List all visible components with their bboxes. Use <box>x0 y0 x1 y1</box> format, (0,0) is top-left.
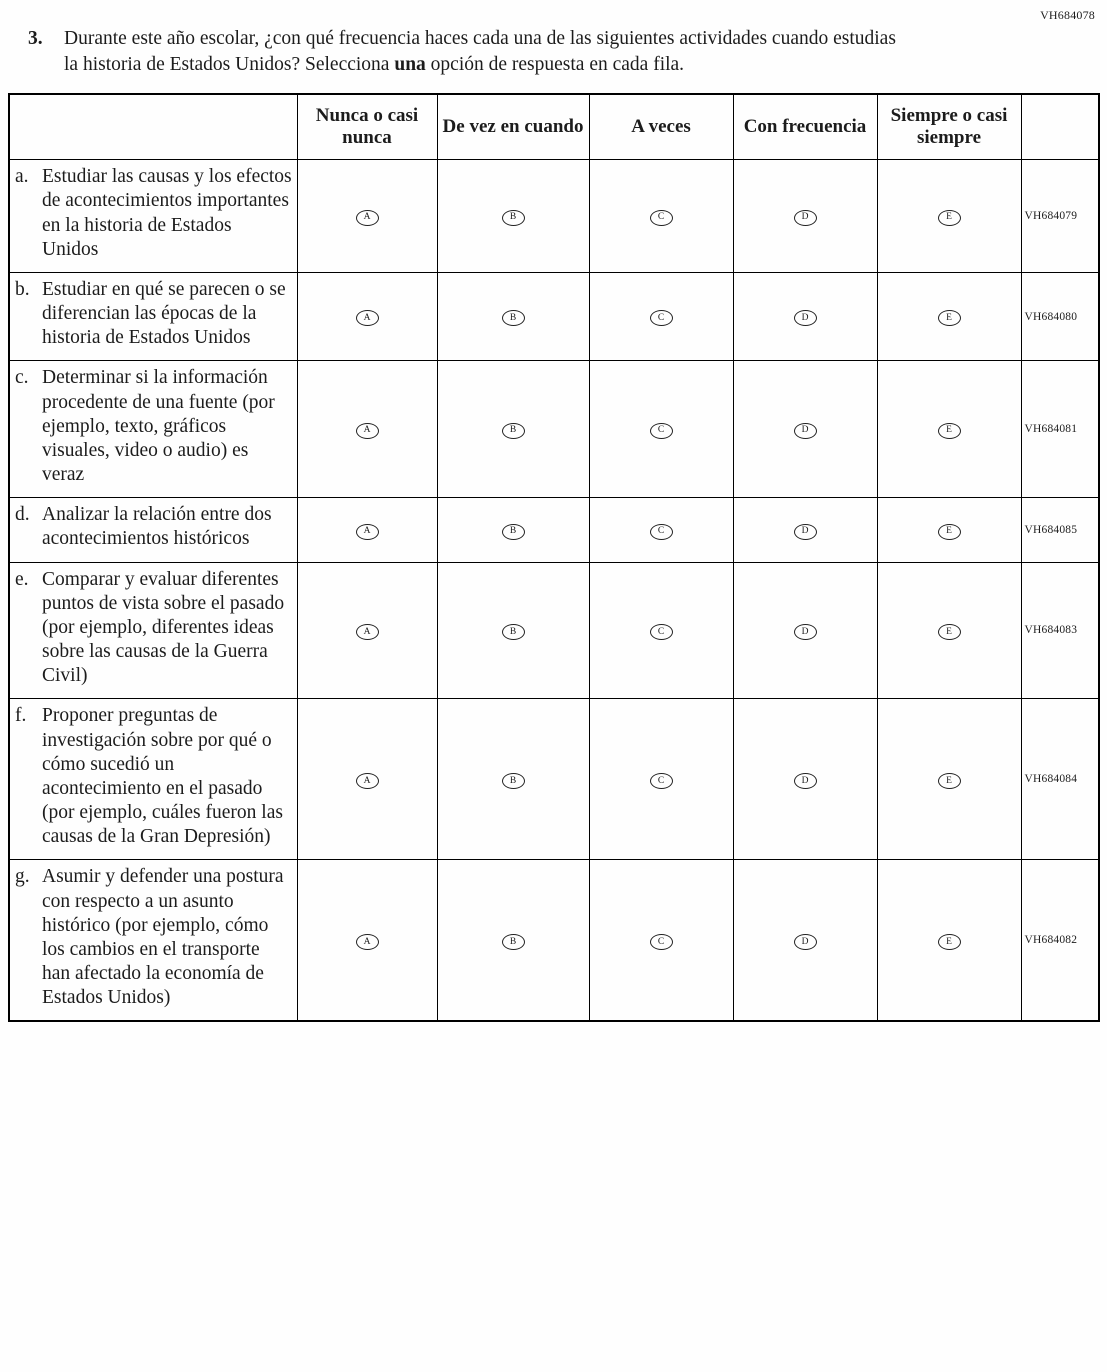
row-item-code: VH684082 <box>1021 860 1099 1022</box>
option-bubble-E[interactable]: E <box>938 310 961 326</box>
option-bubble-A[interactable]: A <box>356 524 379 540</box>
option-cell-B <box>437 160 589 273</box>
option-bubble-A[interactable]: A <box>356 934 379 950</box>
row-item-code: VH684084 <box>1021 699 1099 860</box>
option-cell-A <box>297 272 437 361</box>
row-letter: c. <box>15 367 29 389</box>
row-letter: a. <box>15 166 29 188</box>
option-cell-E <box>877 562 1021 699</box>
option-cell-C <box>589 498 733 562</box>
option-cell-E <box>877 498 1021 562</box>
option-cell-B <box>437 272 589 361</box>
statement-text: Analizar la relación entre dos acontecimientos históricos <box>42 504 272 550</box>
statement-cell <box>9 272 297 361</box>
option-bubble-B[interactable]: B <box>502 934 525 950</box>
option-bubble-E[interactable]: E <box>938 624 961 640</box>
option-cell-A <box>297 160 437 273</box>
option-cell-A <box>297 860 437 1022</box>
option-bubble-A[interactable]: A <box>356 423 379 439</box>
option-cell-C <box>589 562 733 699</box>
option-bubble-D[interactable]: D <box>794 624 817 640</box>
question-number: 3. <box>28 28 43 49</box>
option-bubble-B[interactable]: B <box>502 210 525 226</box>
option-cell-D <box>733 860 877 1022</box>
statement-text: Estudiar en qué se parecen o se diferencian las épocas de la historia de Estados Unidos <box>42 278 286 349</box>
option-bubble-C[interactable]: C <box>650 210 673 226</box>
option-bubble-C[interactable]: C <box>650 423 673 439</box>
page-item-code: VH684078 <box>1040 8 1095 22</box>
statement-cell <box>9 699 297 860</box>
option-bubble-D[interactable]: D <box>794 524 817 540</box>
option-bubble-A[interactable]: A <box>356 624 379 640</box>
option-bubble-A[interactable]: A <box>356 210 379 226</box>
option-cell-B <box>437 498 589 562</box>
option-bubble-D[interactable]: D <box>794 423 817 439</box>
header-de-vez-en-cuando: De vez en cuando <box>437 94 589 159</box>
question-text-part2: opción de respuesta en cada fila. <box>425 53 685 75</box>
option-bubble-B[interactable]: B <box>502 624 525 640</box>
header-row <box>9 94 1099 159</box>
statement-cell <box>9 860 297 1022</box>
row-letter: f. <box>15 705 27 727</box>
option-cell-C <box>589 860 733 1022</box>
table-row <box>9 272 1099 361</box>
row-item-code: VH684085 <box>1021 498 1099 562</box>
option-bubble-E[interactable]: E <box>938 773 961 789</box>
option-cell-D <box>733 272 877 361</box>
table-row <box>9 160 1099 273</box>
header-siempre: Siempre o casi siempre <box>877 94 1021 159</box>
option-cell-A <box>297 562 437 699</box>
frequency-matrix-table <box>8 93 1100 1022</box>
option-bubble-D[interactable]: D <box>794 310 817 326</box>
option-bubble-C[interactable]: C <box>650 310 673 326</box>
table-row <box>9 860 1099 1022</box>
option-cell-D <box>733 160 877 273</box>
option-bubble-D[interactable]: D <box>794 934 817 950</box>
header-con-frecuencia: Con frecuencia <box>733 94 877 159</box>
option-bubble-C[interactable]: C <box>650 934 673 950</box>
row-letter: d. <box>15 504 30 526</box>
option-cell-C <box>589 361 733 498</box>
row-item-code: VH684080 <box>1021 272 1099 361</box>
statement-text: Asumir y defender una postura con respecto a un asunto histórico (por ejemplo, cómo los cambios en el transporte han afectado la economía de Estados Unidos) <box>42 866 284 1009</box>
option-bubble-A[interactable]: A <box>356 310 379 326</box>
option-cell-A <box>297 699 437 860</box>
statement-cell <box>9 562 297 699</box>
option-cell-C <box>589 699 733 860</box>
option-bubble-B[interactable]: B <box>502 524 525 540</box>
option-cell-B <box>437 860 589 1022</box>
option-cell-B <box>437 699 589 860</box>
option-cell-E <box>877 272 1021 361</box>
option-bubble-B[interactable]: B <box>502 773 525 789</box>
row-item-code: VH684083 <box>1021 562 1099 699</box>
option-cell-D <box>733 361 877 498</box>
option-bubble-E[interactable]: E <box>938 524 961 540</box>
question-text-part1: Durante este año escolar, ¿con qué frecuencia haces cada una de las siguientes actividades cuando estudias la historia de Estados Unidos? Selecciona <box>64 28 896 75</box>
table-row <box>9 699 1099 860</box>
statement-text: Estudiar las causas y los efectos de acontecimientos importantes en la historia de Estados Unidos <box>42 166 292 260</box>
option-cell-E <box>877 361 1021 498</box>
option-cell-E <box>877 860 1021 1022</box>
option-bubble-C[interactable]: C <box>650 524 673 540</box>
option-cell-A <box>297 498 437 562</box>
option-cell-D <box>733 562 877 699</box>
statement-text: Proponer preguntas de investigación sobre por qué o cómo sucedió un acontecimiento en el pasado (por ejemplo, cuáles fueron las causas de la Gran Depresión) <box>42 705 283 848</box>
option-bubble-B[interactable]: B <box>502 310 525 326</box>
table-row <box>9 562 1099 699</box>
table-row <box>9 498 1099 562</box>
statement-cell <box>9 160 297 273</box>
statement-cell <box>9 498 297 562</box>
option-cell-D <box>733 498 877 562</box>
option-cell-C <box>589 160 733 273</box>
option-cell-B <box>437 562 589 699</box>
option-cell-E <box>877 160 1021 273</box>
row-item-code: VH684081 <box>1021 361 1099 498</box>
option-bubble-E[interactable]: E <box>938 423 961 439</box>
header-nunca: Nunca o casi nunca <box>297 94 437 159</box>
statement-cell <box>9 361 297 498</box>
option-bubble-E[interactable]: E <box>938 934 961 950</box>
option-cell-D <box>733 699 877 860</box>
header-a-veces: A veces <box>589 94 733 159</box>
row-letter: g. <box>15 866 30 888</box>
option-bubble-D[interactable]: D <box>794 773 817 789</box>
statement-text: Comparar y evaluar diferentes puntos de vista sobre el pasado (por ejemplo, diferentes ideas sobre las causas de la Guerra Civil) <box>42 568 285 687</box>
row-letter: e. <box>15 568 29 590</box>
question-text-bold: una <box>394 53 426 75</box>
question-text <box>64 26 904 77</box>
row-item-code: VH684079 <box>1021 160 1099 273</box>
option-bubble-D[interactable]: D <box>794 210 817 226</box>
row-letter: b. <box>15 278 30 300</box>
table-row <box>9 361 1099 498</box>
option-cell-E <box>877 699 1021 860</box>
header-empty-cell <box>9 94 297 159</box>
option-bubble-B[interactable]: B <box>502 423 525 439</box>
statement-text: Determinar si la información procedente de una fuente (por ejemplo, texto, gráficos visuales, video o audio) es veraz <box>42 367 275 486</box>
option-bubble-C[interactable]: C <box>650 773 673 789</box>
option-bubble-C[interactable]: C <box>650 624 673 640</box>
option-cell-B <box>437 361 589 498</box>
option-bubble-E[interactable]: E <box>938 210 961 226</box>
option-bubble-A[interactable]: A <box>356 773 379 789</box>
header-code-empty-cell <box>1021 94 1099 159</box>
question-block <box>28 26 1017 77</box>
option-cell-C <box>589 272 733 361</box>
option-cell-A <box>297 361 437 498</box>
